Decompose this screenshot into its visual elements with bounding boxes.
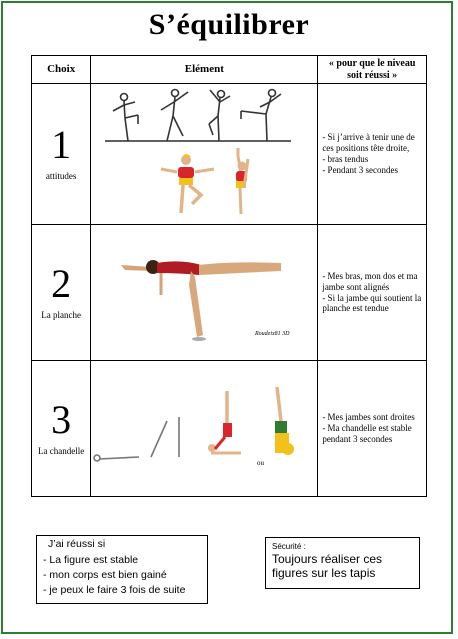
- planche-illustration: [91, 225, 317, 360]
- safety-text: Toujours réaliser ces figures sur les tapis: [272, 552, 383, 580]
- criteria-line: - Mes bras, mon dos et ma jambe sont alignés: [322, 270, 418, 292]
- success-item: - La figure est stable: [43, 554, 139, 566]
- choice-number: 1: [51, 122, 72, 168]
- choice-label: La planche: [41, 309, 82, 320]
- criteria-cell: [318, 225, 427, 361]
- attitude-figure-2: [161, 90, 188, 142]
- balance-table: [31, 55, 427, 497]
- chandelle-figure: [208, 391, 241, 453]
- attitude-figure-1: [113, 94, 138, 142]
- criteria-line: - Si la jambe qui soutient la planche est tendue: [322, 292, 422, 314]
- success-heading: J’ai réussi si: [48, 538, 106, 550]
- criteria-line: - Si j’arrive à tenir une de ces positions tête droite,: [322, 132, 415, 154]
- choice-label: attitudes: [45, 171, 77, 182]
- choice-number: 3: [51, 396, 72, 442]
- choice-number: 2: [51, 260, 72, 306]
- table-row: [32, 84, 427, 225]
- choice-label: La chandelle: [38, 445, 85, 456]
- header-criteria: « pour que le niveau soit réussi »: [318, 56, 427, 84]
- table-header-row: [32, 56, 427, 84]
- criteria-line: - Pendant 3 secondes: [322, 164, 399, 175]
- criteria-line: - Mes jambes sont droites: [322, 412, 415, 423]
- safety-label: Sécurité :: [272, 542, 306, 551]
- choice-cell: [32, 84, 91, 225]
- success-box: [36, 535, 208, 604]
- attitudes-illustration: [91, 84, 317, 224]
- chandelle-figure-alt: [275, 387, 294, 455]
- success-item: - mon corps est bien gainé: [43, 569, 167, 581]
- element-cell: [91, 84, 318, 225]
- choice-cell: [32, 225, 91, 361]
- criteria-line: - Ma chandelle est stable pendant 3 secondes: [322, 423, 412, 444]
- element-cell: [91, 361, 318, 497]
- table-row: [32, 361, 427, 497]
- header-element: Elément: [91, 56, 318, 84]
- attitude-figure-color-2: [236, 148, 248, 214]
- header-choix: Choix: [32, 56, 91, 84]
- chandelle-illustration: [91, 361, 317, 496]
- planche-signature: Roudeix81 3D: [255, 331, 290, 337]
- criteria-cell: [318, 361, 427, 497]
- element-cell: [91, 225, 318, 361]
- criteria-line: - bras tendus: [322, 154, 369, 164]
- attitude-figure-4: [241, 90, 281, 142]
- criteria-cell: [318, 84, 427, 225]
- choice-cell: [32, 361, 91, 497]
- attitude-figure-color-1: [161, 154, 214, 213]
- attitude-figure-3: [209, 90, 230, 141]
- success-item: - je peux le faire 3 fois de suite: [43, 584, 186, 596]
- page-title: S’équilibrer: [148, 8, 310, 41]
- table-row: [32, 225, 427, 361]
- or-label: ou: [257, 459, 265, 467]
- safety-box: [265, 537, 420, 589]
